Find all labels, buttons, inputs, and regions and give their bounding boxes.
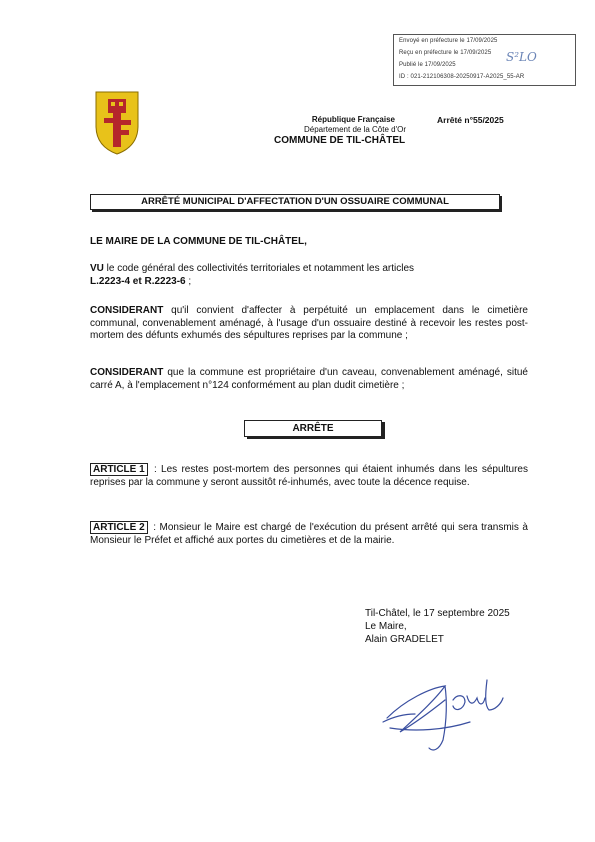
considerant-1-label: CONSIDERANT: [90, 305, 164, 316]
commune-heading: COMMUNE DE TIL-CHÂTEL: [274, 135, 406, 146]
article-1-label: ARTICLE 1: [90, 463, 148, 476]
maire-name: Alain GRADELET: [365, 634, 444, 645]
article-2-label: ARTICLE 2: [90, 521, 148, 534]
handwritten-signature: [375, 660, 515, 760]
considerant-2-text: que la commune est propriétaire d'un caveau, convenablement aménagé, situé carré A, à l'emplacement n°124 conformément au plan dudit cimetière ;: [90, 367, 528, 391]
considerant-1-paragraph: [90, 305, 528, 343]
considerant-2-paragraph: [90, 367, 528, 392]
stamp-sent-date: Envoyé en préfecture le 17/09/2025: [399, 38, 498, 44]
stamp-received-date: Reçu en préfecture le 17/09/2025: [399, 50, 492, 56]
article-2-paragraph: [90, 521, 528, 547]
maire-role: Le Maire,: [365, 621, 407, 632]
article-2-text: : Monsieur le Maire est chargé de l'exécution du présent arrêté qui sera transmis à Monsieur le Préfet et affiché aux portes du cimetières et de la mairie.: [90, 522, 528, 546]
republique-heading: République Française: [311, 115, 395, 124]
article-1-text: : Les restes post-mortem des personnes qui étaient inhumés dans les sépultures reprises par la commune y seront aussitôt ré-inhumés, avec toute la décence requise.: [90, 464, 528, 488]
vu-text: le code général des collectivités territoriales et notamment les articles: [103, 263, 415, 274]
prefecture-stamp: [393, 34, 576, 86]
arrete-heading: ARRÊTE: [244, 420, 382, 437]
maire-line: LE MAIRE DE LA COMMUNE DE TIL-CHÂTEL,: [90, 236, 307, 247]
considerant-1-text: qu'il convient d'affecter à perpétuité un emplacement dans le cimetière communal, convenablement aménagé, à l'usage d'un ossuaire destiné à recevoir les restes post-mortem des défunts exhumés des sépultures reprises par la commune ;: [90, 305, 528, 341]
document-title: ARRÊTÉ MUNICIPAL D'AFFECTATION D'UN OSSUAIRE COMMUNAL: [90, 194, 500, 210]
arrete-number: Arrêté n°55/2025: [437, 115, 504, 125]
vu-label: VU: [90, 263, 104, 274]
place-date: Til-Châtel, le 17 septembre 2025: [365, 608, 510, 619]
article-1-paragraph: [90, 463, 528, 489]
departement-heading: Département de la Côte d'Or: [303, 125, 406, 134]
vu-articles: L.2223-4 et R.2223-6: [90, 275, 186, 287]
coat-of-arms-icon: [94, 90, 140, 156]
vu-end: ;: [185, 275, 192, 287]
slo-logo: S²LO: [506, 50, 537, 64]
stamp-id: ID : 021-212106308-20250917-A2025_55-AR: [399, 74, 525, 80]
stamp-published-date: Publié le 17/09/2025: [399, 62, 456, 68]
vu-paragraph: [90, 263, 528, 288]
considerant-2-label: CONSIDERANT: [90, 367, 164, 378]
